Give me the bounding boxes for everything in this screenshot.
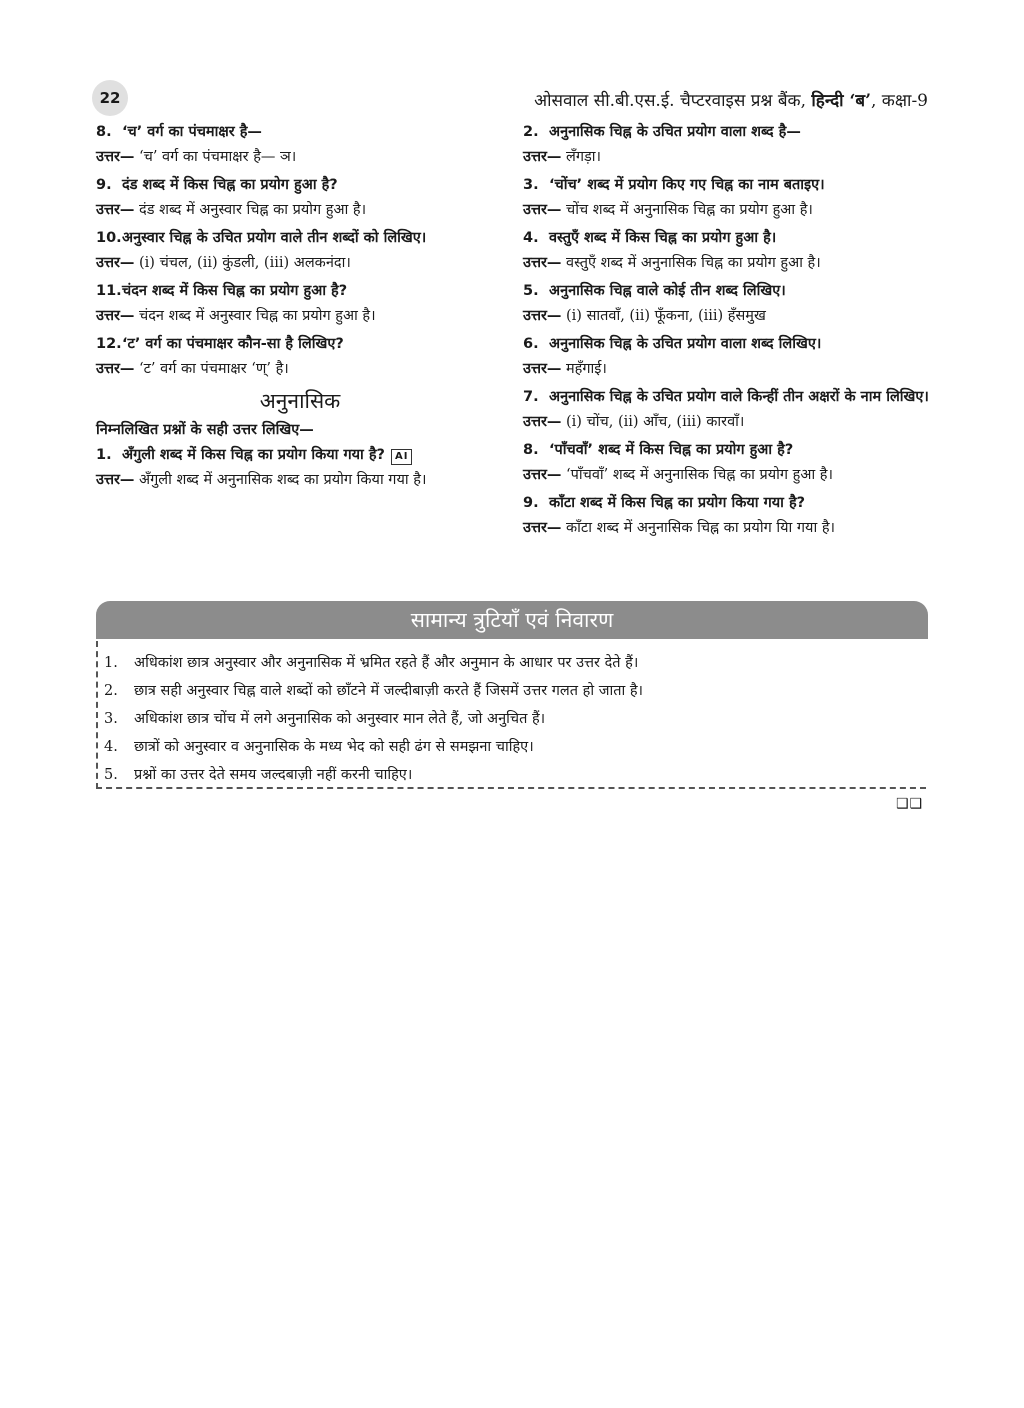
question: 6. अनुनासिक चिह्न के उचित प्रयोग वाला शब्द लिखिए। [523,336,822,352]
answer: उत्तर— ‘पाँचवाँ’ शब्द में अनुनासिक चिह्न का प्रयोग हुआ है। [523,467,833,483]
question: 11.चंदन शब्द में किस चिह्न का प्रयोग हुआ है? [96,283,348,299]
answer: उत्तर— चंदन शब्द में अनुस्वार चिह्न का प्रयोग हुआ है। [96,308,376,324]
running-head [534,88,928,111]
question: 7. अनुनासिक चिह्न के उचित प्रयोग वाले किन्हीं तीन अक्षरों के नाम लिखिए। [523,389,929,405]
end-mark-icon: ❑❑ [896,796,924,812]
ai-badge: AI [391,449,412,465]
answer: उत्तर— (i) चंचल, (ii) कुंडली, (iii) अलकनंदा। [96,255,351,271]
question: 10.अनुस्वार चिह्न के उचित प्रयोग वाले तीन शब्दों को लिखिए। [96,230,427,246]
answer: उत्तर— दंड शब्द में अनुस्वार चिह्न का प्रयोग हुआ है। [96,202,367,218]
answer: उत्तर— (i) चोंच, (ii) आँच, (iii) कारवाँ। [523,414,745,430]
question: 3. ‘चोंच’ शब्द में प्रयोग किए गए चिह्न का नाम बताइए। [523,177,825,193]
question: 2. अनुनासिक चिह्न के उचित प्रयोग वाला शब्द है— [523,124,801,140]
answer: उत्तर— ‘च’ वर्ग का पंचमाक्षर है— ञ। [96,149,297,165]
right-column [523,120,933,544]
errors-box [96,641,926,789]
question: 9. दंड शब्द में किस चिह्न का प्रयोग हुआ है? [96,177,338,193]
question: 4. वस्तुएँ शब्द में किस चिह्न का प्रयोग हुआ है। [523,230,777,246]
section-title: अनुनासिक [259,389,341,413]
page-number: 22 [92,80,128,116]
question: 8. ‘पाँचवाँ’ शब्द में किस चिह्न का प्रयोग हुआ है? [523,442,794,458]
left-column [96,120,504,496]
answer: उत्तर— चोंच शब्द में अनुनासिक चिह्न का प्रयोग हुआ है। [523,202,813,218]
answer: उत्तर— ‘ट’ वर्ग का पंचमाक्षर ‘ण्’ है। [96,361,289,377]
running-head-prefix: ओसवाल सी.बी.एस.ई. चैप्टरवाइस प्रश्न बैंक, [534,91,812,111]
list-item: 5. प्रश्नों का उत्तर देते समय जल्दबाज़ी नहीं करनी चाहिए। [104,767,413,783]
list-item: 3. अधिकांश छात्र चोंच में लगे अनुनासिक को अनुस्वार मान लेते हैं, जो अनुचित हैं। [104,711,546,727]
question: 9. काँटा शब्द में किस चिह्न का प्रयोग किया गया है? [523,495,806,511]
answer: उत्तर— काँटा शब्द में अनुनासिक चिह्न का प्रयोग यिा गया है। [523,520,836,536]
running-head-suffix: , कक्षा-9 [870,91,928,111]
answer: उत्तर— महँगाई। [523,361,607,377]
list-item: 1. अधिकांश छात्र अनुस्वार और अनुनासिक में भ्रमित रहते हैं और अनुमान के आधार पर उत्तर देते हैं। [104,655,639,671]
list-item: 4. छात्रों को अनुस्वार व अनुनासिक के मध्य भेद को सही ढंग से समझना चाहिए। [104,739,534,755]
list-item: 2. छात्र सही अनुस्वार चिह्न वाले शब्दों को छाँटने में जल्दीबाज़ी करते हैं जिसमें उत्तर गलत हो जाता है। [104,683,644,699]
question: 12.‘ट’ वर्ग का पंचमाक्षर कौन-सा है लिखिए? [96,336,344,352]
answer: उत्तर— अँगुली शब्द में अनुनासिक शब्द का प्रयोग किया गया है। [96,472,427,488]
answer: उत्तर— लँगड़ा। [523,149,602,165]
answer: उत्तर— वस्तुएँ शब्द में अनुनासिक चिह्न का प्रयोग हुआ है। [523,255,821,271]
question: 5. अनुनासिक चिह्न वाले कोई तीन शब्द लिखिए। [523,283,786,299]
question: 1. अँगुली शब्द में किस चिह्न का प्रयोग किया गया है? AI [96,443,504,468]
errors-box-title: सामान्य त्रुटियाँ एवं निवारण [96,601,928,639]
section-instruction: निम्नलिखित प्रश्नों के सही उत्तर लिखिए— [96,422,314,438]
running-head-subject: हिन्दी ‘ब’ [811,91,871,111]
answer: उत्तर— (i) सातवाँ, (ii) फूँकना, (iii) हँसमुख [523,308,766,324]
question: 8. ‘च’ वर्ग का पंचमाक्षर है— [96,124,262,140]
